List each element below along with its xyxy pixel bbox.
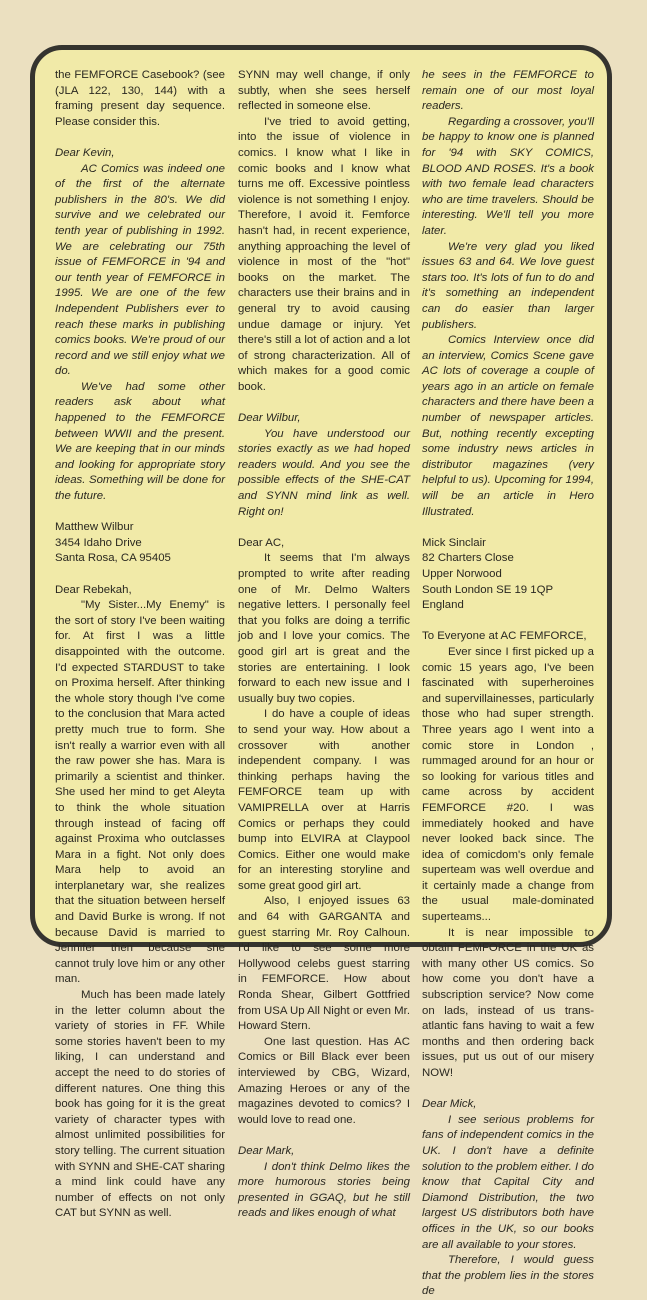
- sender-address: Santa Rosa, CA 95405: [55, 552, 171, 565]
- letter-salutation: Dear AC,: [238, 536, 285, 549]
- sender-address: England: [422, 599, 464, 612]
- reply-paragraph: AC Comics was indeed one of the first of the alternate publishers in the 80's. We did survive and we celebrated our tenth year of publishing in 1992. We are celebrating our 75th issue of FEMFORCE in '94 and our tenth year of FEMFORCE in 1995. We are one of the few Independent Publishers ever to reach these marks in publishing comics books. We're proud of our record and we still enjoy what we do.: [55, 162, 225, 378]
- letter-paragraph: SYNN may well change, if only subtly, when she sees herself reflected in someone else.: [238, 69, 410, 113]
- letter-paragraph: I do have a couple of ideas to send your way. How about a crossover with another independent company. I was thinking perhaps having the FEMFORCE team up with VAMIPRELLA over at Harris Comics or perhaps they could bump into ELVIRA at Claypool Comics. Either one would make for an interesting storyline and some great good girl art.: [238, 708, 410, 892]
- reply-paragraph: Regarding a crossover, you'll be happy to know one is planned for '94 with SKY COMICS, BLOOD AND ROSES. It's a book with two female lead characters who are time travelers. Should be interesting. We'll tell you more later.: [422, 115, 594, 237]
- reply-paragraph: We've had some other readers ask about what happened to the FEMFORCE between WWII and the present. We are keeping that in our minds and looking for appropriate story ideas. Something will be done for the future.: [55, 380, 225, 503]
- letter-paragraph: One last question. Has AC Comics or Bill Black ever been interviewed by CBG, Wizard, Amazing Heroes or any of the magazines devoted to comics? I would love to read one.: [238, 1035, 410, 1126]
- reply-paragraph: We're very glad you liked issues 63 and 64. We love guest stars too. It's lots of fun to do and it's something an independent can do easier than larger publishers.: [422, 240, 594, 331]
- letter-paragraph: Much has been made lately in the letter column about the variety of stories in FF. While some stories haven't been to my liking, I can understand and accept the need to do stories of different natures. One thing this book has going for it is the great variety of character types with almost unlimited possibilities for story telling. The current situation with SYNN and SHE-CAT sharing a mind link could have any number of effects on not only CAT but SYNN as well.: [55, 989, 225, 1220]
- sender-address: 3454 Idaho Drive: [55, 536, 142, 549]
- letter-paragraph: Ever since I first picked up a comic 15 years ago, I've been fascinated with superheroines and supervillainesses, particularly those who had super strength. Three years ago I went into a comic store in London , rummaged around for an hour or so looking for various titles and came across by accident FEMFORCE #20. I was immediately hooked and have never looked back since. The idea of comicdom's only female superteam was well overdue and it certainly made a change from the usual male-dominated superteams...: [422, 645, 594, 924]
- reply-salutation: Dear Wilbur,: [238, 412, 301, 425]
- letter-paragraph: I've tried to avoid getting, into the issue of violence in comics. I know what I like in comic books and I know what turns me off. Excessive pointless violence is not something I enjoy. Therefore, I avoid it. Femforce hasn't had, in recent experience, anything approaching the level of violence in most of the "hot" books on the market. The characters use their brains and in general try to avoid causing undue damage or injury. Yet there's still a lot of action and a lot of strong characterization. All of which makes for a good comic book.: [238, 115, 410, 393]
- letter-salutation: Dear Rebekah,: [55, 583, 132, 596]
- reply-paragraph: Comics Interview once did an interview, Comics Scene gave AC lots of coverage a couple of years ago in an article on female characters and there have been a number of newspaper articles. But, nothing recently excepting some industry news articles in distributor magazines (very helpful to us). Upcoming for 1994, will be an article in Hero Illustrated.: [422, 334, 594, 518]
- column-2: [238, 68, 410, 1222]
- reply-salutation: Dear Mick,: [422, 1098, 477, 1111]
- reply-paragraph: You have understood our stories exactly as we had hoped readers would. And you see the possible effects of the SHE-CAT and SYNN mind link as well. Right on!: [238, 427, 410, 518]
- sender-address: Upper Norwood: [422, 568, 502, 580]
- letter-paragraph: "My Sister...My Enemy" is the sort of story I've been waiting for. At first I was a little disappointed with the outcome. I'd expected STARDUST to take on Proxima herself. After thinking the whole story though I've come to the conclusion that Mara acted pretty much true to form. She isn't really a warrior even with all the raw power she has. Mara is primarily a scientist and thinker. She used her mind to get Aleyta to think the whole situation through instead of facing off against Proxima who outclasses Mara in a fight. Not only does Mara help to avoid an interplanetary war, she realizes that the situation between herself and David Burke is wrong. If not because David is married to Jennifer then because she cannot truly love him or any other man.: [55, 599, 225, 986]
- sender-address: South London SE 19 1QP: [422, 583, 554, 596]
- reply-paragraph: Therefore, I would guess that the problem lies in the stores de: [422, 1254, 594, 1298]
- letters-panel: [30, 45, 612, 1298]
- sender-name: Mick Sinclair: [422, 536, 486, 549]
- letter-paragraph: It is near impossible to obtain FEMFORCE in the UK as with many other US comics. So how come you don't have a subscription service? Now come on lads, instead of us trans-atlantic fans having to wait a few months and then ordering back issues, put us out of our misery NOW!: [422, 926, 594, 1079]
- letter-paragraph: Also, I enjoyed issues 63 and 64 with GARGANTA and guest starring Mr. Roy Calhoun. I'd like to see some more Hollywood celebs guest starring in FEMFORCE. How about Ronda Shear, Gilbert Gottfried from USA Up All Night or even Mr. Howard Stern.: [238, 895, 410, 1033]
- letter-paragraph: It seems that I'm always prompted to write after reading one of Mr. Delmo Walters negative letters. I personally feel that you folks are doing a terrific job and I love your comics. The good girl art is great and the stories are entertaining. I look forward to each new issue and I usually buy two copies.: [238, 552, 410, 705]
- reply-paragraph: I don't think Delmo likes the more humorous stories being presented in GGAQ, but he still reads and likes enough of what: [238, 1160, 410, 1220]
- letter-salutation: To Everyone at AC FEMFORCE,: [422, 630, 587, 643]
- reply-paragraph: I see serious problems for fans of independent comics in the UK. I don't have a definite solution to the problem either. I do know that Capital City and Diamond Distribution, the two largest US distributors both have offices in the UK, so our books are all available to your stores.: [422, 1113, 594, 1251]
- column-1: [55, 68, 225, 1222]
- sender-address: 82 Charters Close: [422, 552, 514, 565]
- sender-name: Matthew Wilbur: [55, 521, 134, 534]
- reply-salutation: Dear Mark,: [238, 1144, 295, 1157]
- reply-paragraph: he sees in the FEMFORCE to remain one of our most loyal readers.: [422, 69, 594, 113]
- letter-text: the FEMFORCE Casebook? (see (JLA 122, 130, 144) with a framing present day sequence. Please consider this.: [55, 69, 225, 128]
- column-3: [422, 68, 594, 1300]
- reply-salutation: Dear Kevin,: [55, 146, 115, 159]
